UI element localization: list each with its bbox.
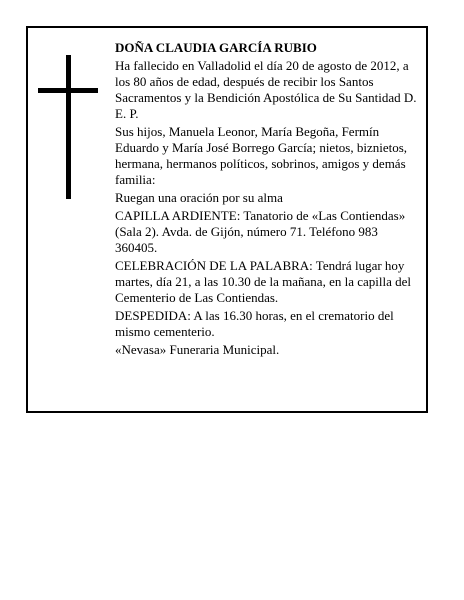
chapel-info: CAPILLA ARDIENTE: Tanatorio de «Las Contiendas» (Sala 2). Avda. de Gijón, número 71. Teléfono 983 360405. xyxy=(115,208,406,255)
deceased-name: DOÑA CLAUDIA GARCÍA RUBIO xyxy=(115,40,317,55)
family-list: Sus hijos, Manuela Leonor, María Begoña, Fermín Eduardo y María José Borrego García; nietos, biznietos, hermana, hermanos políticos, sobrinos, amigos y demás familia: xyxy=(115,124,408,187)
death-announcement: Ha fallecido en Valladolid el día 20 de agosto de 2012, a los 80 años de edad, después de recibir los Santos Sacramentos y la Bendición Apostólica de Su Santidad D. E. P. xyxy=(115,58,417,121)
funeral-home: «Nevasa» Funeraria Municipal. xyxy=(115,342,280,357)
obituary-notice xyxy=(26,26,428,413)
cross-vertical-bar xyxy=(66,55,71,199)
prayer-request: Ruegan una oración por su alma xyxy=(115,190,283,205)
cross-horizontal-bar xyxy=(38,88,98,93)
farewell-info: DESPEDIDA: A las 16.30 horas, en el crematorio del mismo cementerio. xyxy=(115,308,394,339)
cross-icon xyxy=(38,55,98,199)
ceremony-info: CELEBRACIÓN DE LA PALABRA: Tendrá lugar hoy martes, día 21, a las 10.30 de la mañana, en la capilla del Cementerio de Las Contiendas. xyxy=(115,258,411,305)
notice-body xyxy=(115,40,423,360)
